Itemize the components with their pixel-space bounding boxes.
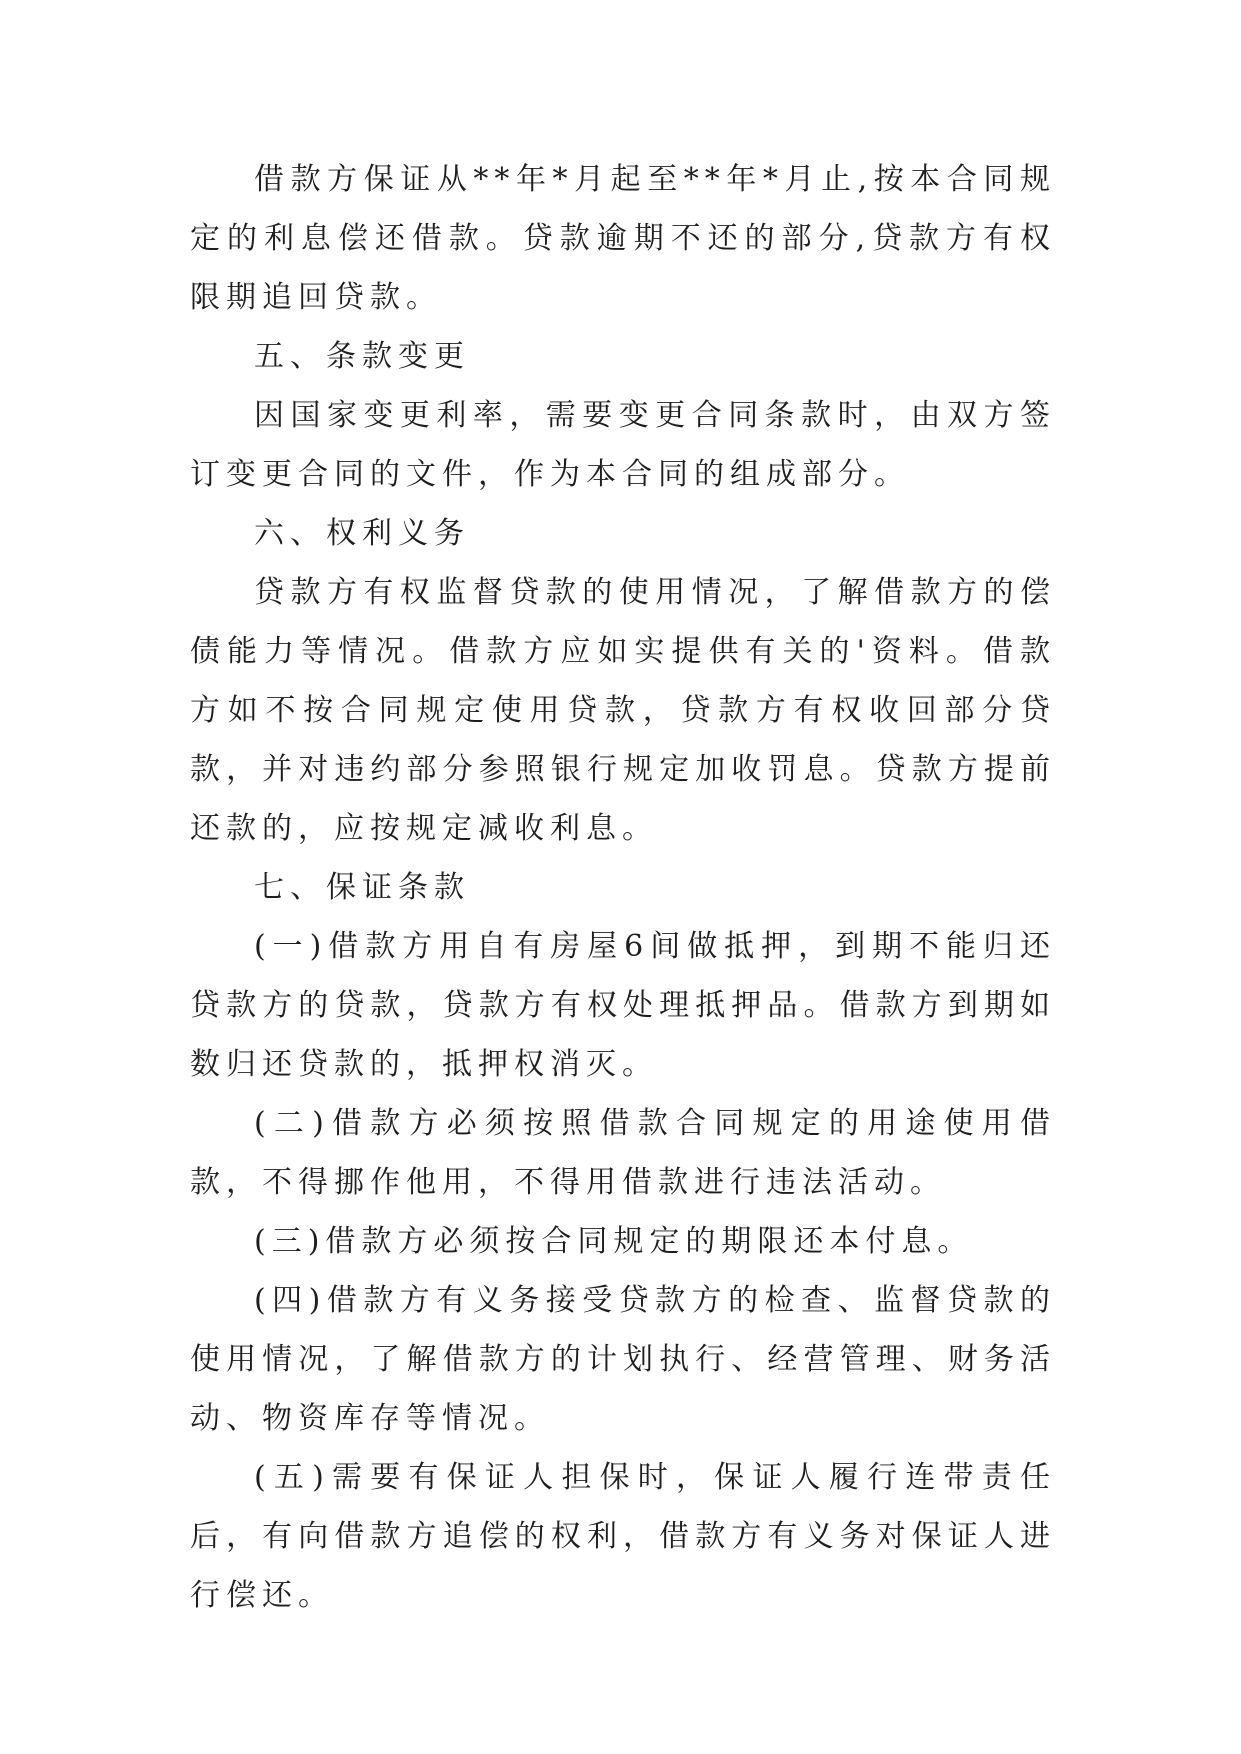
paragraph-guarantee-2: (二)借款方必须按照借款合同规定的用途使用借款，不得挪作他用，不得用借款进行违法活动。 xyxy=(190,1106,1056,1200)
paragraph-guarantee-4: (四)借款方有义务接受贷款方的检查、监督贷款的使用情况，了解借款方的计划执行、经营管理、财务活动、物资库存等情况。 xyxy=(190,1283,1056,1436)
paragraph-clause-change: 因国家变更利率，需要变更合同条款时，由双方签订变更合同的文件，作为本合同的组成部分。 xyxy=(190,398,1056,492)
paragraph-guarantee-3: (三)借款方必须按合同规定的期限还本付息。 xyxy=(254,1224,974,1259)
paragraph-rights-obligations: 贷款方有权监督贷款的使用情况，了解借款方的偿债能力等情况。借款方应如实提供有关的'资料。借款方如不按合同规定使用贷款，贷款方有权收回部分贷款，并对违约部分参照银行规定加收罚息。贷款方提前还款的，应按规定减收利息。 xyxy=(190,575,1056,846)
paragraph-guarantee-5: (五)需要有保证人担保时，保证人履行连带责任后，有向借款方追偿的权利，借款方有义务对保证人进行偿还。 xyxy=(190,1460,1056,1613)
paragraph-guarantee-1: (一)借款方用自有房屋6间做抵押，到期不能归还贷款方的贷款，贷款方有权处理抵押品。借款方到期如数归还贷款的，抵押权消灭。 xyxy=(190,929,1056,1082)
document-page xyxy=(190,150,1056,1625)
heading-rights-obligations: 六、权利义务 xyxy=(254,516,470,551)
heading-guarantee-clauses: 七、保证条款 xyxy=(254,870,470,905)
heading-clause-change: 五、条款变更 xyxy=(254,339,470,374)
paragraph-repayment: 借款方保证从**年*月起至**年*月止,按本合同规定的利息偿还借款。贷款逾期不还的部分,贷款方有权限期追回贷款。 xyxy=(190,162,1056,315)
